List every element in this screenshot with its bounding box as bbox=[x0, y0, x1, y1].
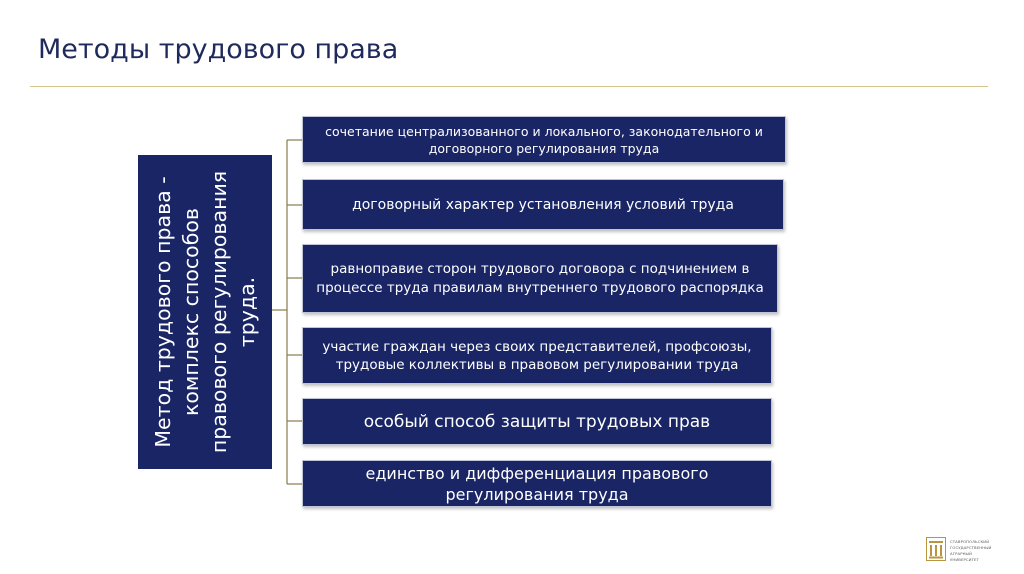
method-box-3: равноправие сторон трудового договора с подчинением в процессе труда правилам внутреннего трудового распорядка bbox=[302, 244, 778, 313]
main-concept-text: Метод трудового права - комплекс способов правового регулирования труда. bbox=[151, 170, 259, 454]
page-title: Методы трудового права bbox=[38, 34, 399, 65]
method-box-6: единство и дифференциация правового регулирования труда bbox=[302, 460, 772, 507]
university-name: СТАВРОПОЛЬСКИЙ ГОСУДАРСТВЕННЫЙ АГРАРНЫЙ УНИВЕРСИТЕТ bbox=[950, 539, 992, 562]
method-box-1: сочетание централизованного и локального, законодательного и договорного регулирования труда bbox=[302, 116, 786, 163]
method-box-5: особый способ защиты трудовых прав bbox=[302, 398, 772, 445]
university-logo bbox=[926, 537, 1002, 563]
method-box-4: участие граждан через своих представителей, профсоюзы, трудовые коллективы в правовом регулировании труда bbox=[302, 327, 772, 384]
university-emblem-icon bbox=[926, 537, 946, 561]
main-concept-box bbox=[138, 155, 272, 469]
method-box-2: договорный характер установления условий труда bbox=[302, 179, 784, 230]
